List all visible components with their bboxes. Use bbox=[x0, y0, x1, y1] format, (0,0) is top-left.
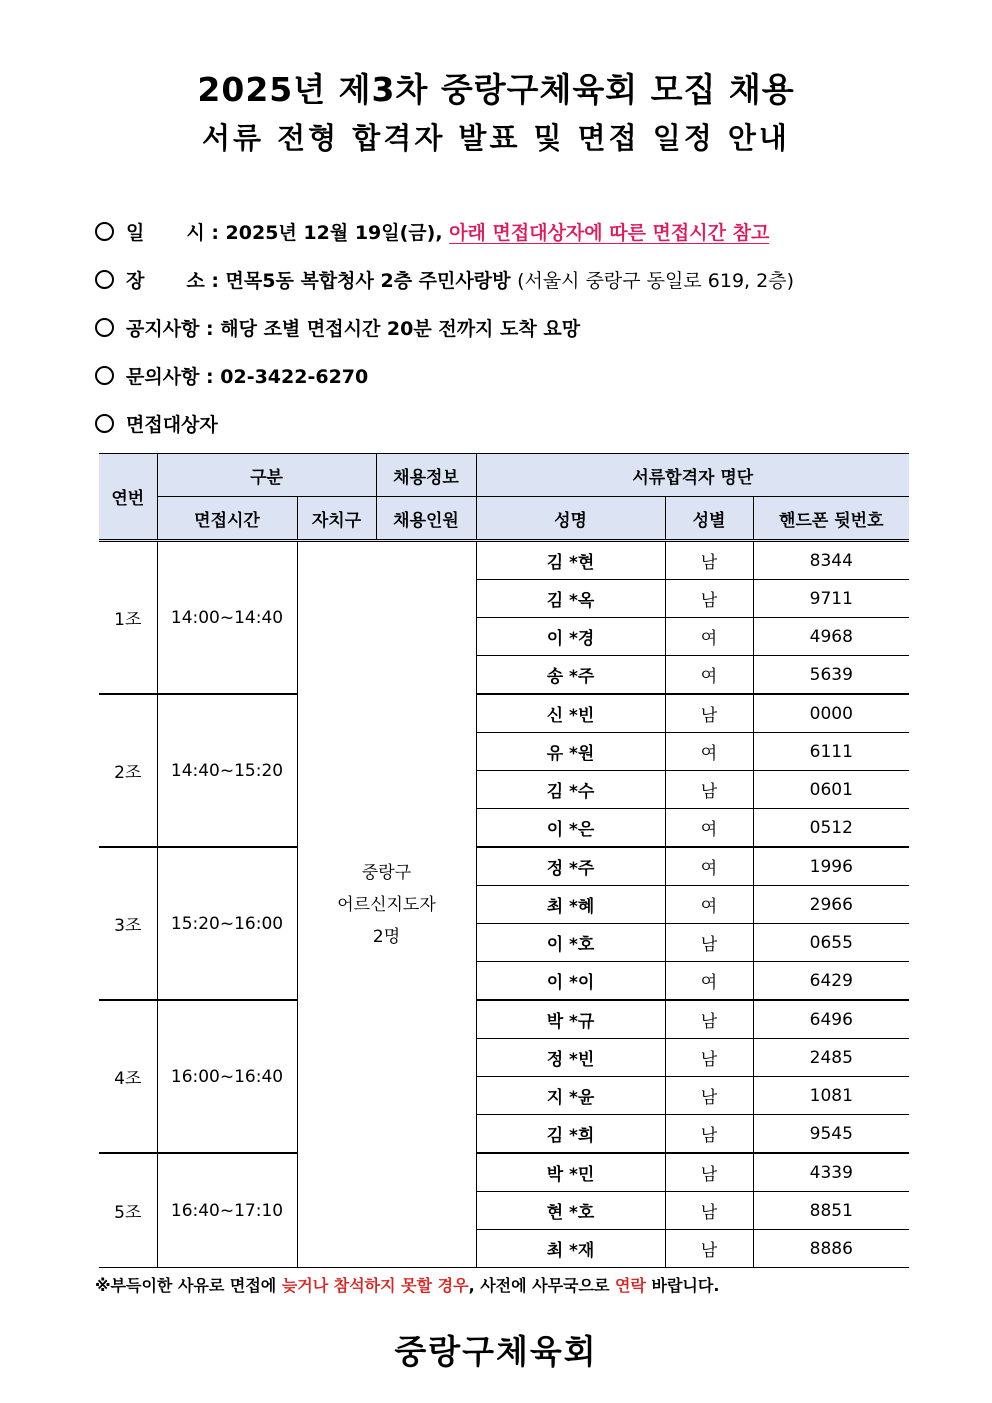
table-row bbox=[99, 1000, 909, 1039]
phone-cell: 2966 bbox=[753, 886, 909, 924]
name-cell: 현 *호 bbox=[476, 1192, 665, 1230]
phone-cell: 8344 bbox=[753, 541, 909, 580]
header-seq: 연번 bbox=[99, 454, 157, 541]
phone-cell: 4339 bbox=[753, 1153, 909, 1192]
name-cell: 유 *원 bbox=[476, 733, 665, 771]
header-phone: 핸드폰 뒷번호 bbox=[753, 497, 909, 541]
name-cell: 신 *빈 bbox=[476, 694, 665, 733]
group-label: 4조 bbox=[99, 1000, 157, 1153]
circle-bullet-icon bbox=[95, 366, 114, 385]
header-hiring-info: 채용정보 bbox=[376, 454, 476, 497]
gender-cell: 여 bbox=[665, 847, 753, 886]
name-cell: 지 *윤 bbox=[476, 1077, 665, 1115]
page-title: 2025년 제3차 중랑구체육회 모집 채용 bbox=[197, 70, 795, 109]
page-subtitle: 서류 전형 합격자 발표 및 면접 일정 안내 bbox=[202, 121, 790, 155]
gender-cell: 남 bbox=[665, 694, 753, 733]
name-cell: 박 *민 bbox=[476, 1153, 665, 1192]
gender-cell: 남 bbox=[665, 924, 753, 962]
gender-cell: 남 bbox=[665, 1115, 753, 1154]
name-cell: 이 *은 bbox=[476, 809, 665, 848]
info-place: 장 소 : 면목5동 복합청사 2층 주민사랑방 (서울시 중랑구 동일로 619, 2층) bbox=[95, 266, 794, 293]
info-date: 일 시 : 2025년 12월 19일(금), 아래 면접대상자에 따른 면접시간 참고 bbox=[95, 218, 769, 245]
header-name: 성명 bbox=[476, 497, 665, 541]
phone-cell: 6496 bbox=[753, 1000, 909, 1039]
name-cell: 정 *빈 bbox=[476, 1039, 665, 1077]
name-cell: 김 *수 bbox=[476, 771, 665, 809]
header-district: 자치구 bbox=[297, 497, 376, 541]
name-cell: 이 *호 bbox=[476, 924, 665, 962]
district-headcount-cell bbox=[297, 541, 476, 1268]
name-cell: 김 *현 bbox=[476, 541, 665, 580]
name-cell: 송 *주 bbox=[476, 656, 665, 695]
gender-cell: 남 bbox=[665, 1077, 753, 1115]
date-highlight: 아래 면접대상자에 따른 면접시간 참고 bbox=[449, 222, 770, 244]
gender-cell: 여 bbox=[665, 809, 753, 848]
gender-cell: 남 bbox=[665, 1153, 753, 1192]
header-headcount: 채용인원 bbox=[376, 497, 476, 541]
info-notice: 공지사항 : 해당 조별 면접시간 20분 전까지 도착 요망 bbox=[95, 314, 580, 341]
phone-cell: 2485 bbox=[753, 1039, 909, 1077]
notice-footnote: ※부득이한 사유로 면접에 늦거나 참석하지 못할 경우, 사전에 사무국으로 연락 바랍니다. bbox=[95, 1276, 720, 1295]
phone-cell: 6429 bbox=[753, 962, 909, 1001]
district-text: 중랑구 bbox=[361, 862, 412, 883]
name-cell: 김 *희 bbox=[476, 1115, 665, 1154]
gender-cell: 남 bbox=[665, 1039, 753, 1077]
phone-cell: 9711 bbox=[753, 580, 909, 618]
phone-cell: 1996 bbox=[753, 847, 909, 886]
table-row bbox=[99, 541, 909, 580]
circle-bullet-icon bbox=[95, 222, 114, 241]
phone-cell: 0000 bbox=[753, 694, 909, 733]
name-cell: 이 *이 bbox=[476, 962, 665, 1001]
name-cell: 이 *경 bbox=[476, 618, 665, 656]
phone-cell: 0512 bbox=[753, 809, 909, 848]
gender-cell: 여 bbox=[665, 733, 753, 771]
name-cell: 정 *주 bbox=[476, 847, 665, 886]
group-label: 2조 bbox=[99, 694, 157, 847]
phone-cell: 5639 bbox=[753, 656, 909, 695]
group-time: 15:20~16:00 bbox=[157, 847, 297, 1000]
group-label: 1조 bbox=[99, 541, 157, 695]
group-time: 14:00~14:40 bbox=[157, 541, 297, 695]
info-target: 면접대상자 bbox=[95, 410, 218, 437]
gender-cell: 남 bbox=[665, 1000, 753, 1039]
gender-cell: 여 bbox=[665, 962, 753, 1001]
name-cell: 최 *재 bbox=[476, 1230, 665, 1268]
gender-cell: 여 bbox=[665, 886, 753, 924]
phone-cell: 4968 bbox=[753, 618, 909, 656]
circle-bullet-icon bbox=[95, 270, 114, 289]
gender-cell: 남 bbox=[665, 1192, 753, 1230]
name-cell: 김 *옥 bbox=[476, 580, 665, 618]
circle-bullet-icon bbox=[95, 414, 114, 433]
header-passers: 서류합격자 명단 bbox=[476, 454, 909, 497]
name-cell: 박 *규 bbox=[476, 1000, 665, 1039]
group-time: 16:00~16:40 bbox=[157, 1000, 297, 1153]
gender-cell: 남 bbox=[665, 580, 753, 618]
table-row bbox=[99, 847, 909, 886]
group-label: 5조 bbox=[99, 1153, 157, 1268]
gender-cell: 여 bbox=[665, 656, 753, 695]
phone-cell: 0601 bbox=[753, 771, 909, 809]
gender-cell: 여 bbox=[665, 618, 753, 656]
phone-cell: 0655 bbox=[753, 924, 909, 962]
phone-cell: 8851 bbox=[753, 1192, 909, 1230]
organization-name: 중랑구체육회 bbox=[394, 1332, 598, 1371]
phone-cell: 1081 bbox=[753, 1077, 909, 1115]
info-contact: 문의사항 : 02-3422-6270 bbox=[95, 362, 368, 389]
phone-cell: 6111 bbox=[753, 733, 909, 771]
header-time: 면접시간 bbox=[157, 497, 297, 541]
group-time: 16:40~17:10 bbox=[157, 1153, 297, 1268]
group-time: 14:40~15:20 bbox=[157, 694, 297, 847]
gender-cell: 남 bbox=[665, 771, 753, 809]
table-row bbox=[99, 1153, 909, 1192]
header-division: 구분 bbox=[157, 454, 376, 497]
header-gender: 성별 bbox=[665, 497, 753, 541]
phone-cell: 8886 bbox=[753, 1230, 909, 1268]
gender-cell: 남 bbox=[665, 1230, 753, 1268]
district-text: 2명 bbox=[372, 926, 401, 947]
group-label: 3조 bbox=[99, 847, 157, 1000]
circle-bullet-icon bbox=[95, 318, 114, 337]
district-text: 어르신지도자 bbox=[337, 894, 436, 915]
interview-roster-table bbox=[99, 453, 909, 1268]
table-row bbox=[99, 694, 909, 733]
gender-cell: 남 bbox=[665, 541, 753, 580]
phone-cell: 9545 bbox=[753, 1115, 909, 1154]
name-cell: 최 *혜 bbox=[476, 886, 665, 924]
